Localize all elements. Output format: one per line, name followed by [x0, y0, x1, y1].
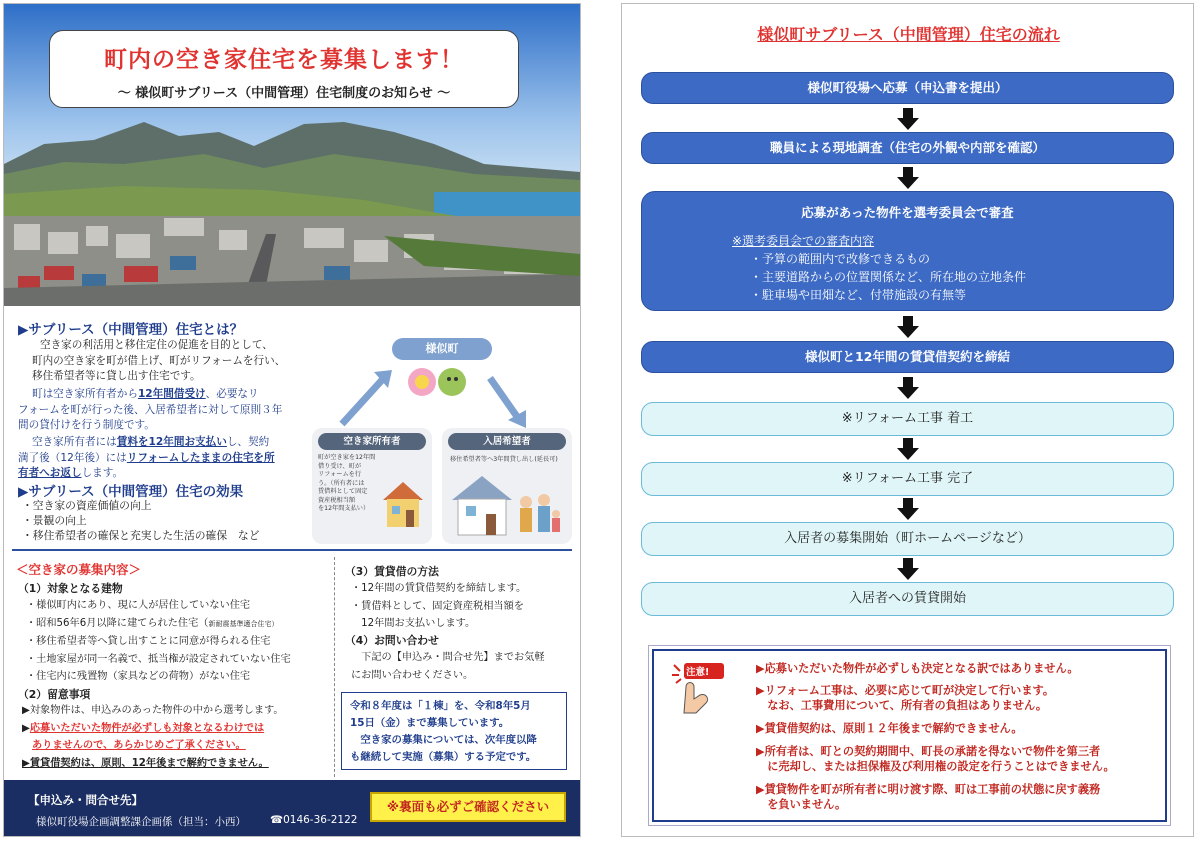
down-arrow-icon [897, 316, 919, 338]
notice-line: 空き家の募集については、次年度以降 [350, 734, 537, 746]
flow-step-apply: 様似町役場へ応募（申込書を提出） [641, 72, 1174, 104]
owner-text-line: を12年間支払い） [318, 505, 370, 512]
caution-item [756, 661, 1079, 676]
recruitment-heading: ＜空き家の募集内容＞ [16, 562, 142, 577]
desc-line: 空き家の利活用と移住定住の促進を目的として、 [40, 339, 273, 351]
owner-text-line: リフォームを行 [318, 471, 362, 478]
lease-item: 12年間お支払いします。 [351, 618, 476, 629]
lease-item: ・賃借料として、固定資産税相当額を [351, 600, 524, 612]
rent-paragraph [18, 435, 318, 482]
target-item: ・様似町内にあり、現に人が居住していない住宅 [26, 600, 251, 611]
contact-phone: ☎0146-36-2122 [270, 814, 358, 826]
notes-list [22, 702, 332, 772]
warning-text: 応募いただいた物件が必ずしも対象となるわけでは [29, 722, 265, 734]
caution-line: に売却し、または担保権及び利用権の設定を行うことはできません。 [756, 760, 1115, 773]
lease-method-list [351, 580, 576, 633]
notice-line: 15日（金）まで募集しています。 [350, 717, 510, 729]
flyer-subtitle: ～ 様似町サブリース（中間管理）住宅制度のお知らせ ～ [117, 86, 451, 101]
flyer-title: 町内の空き家住宅を募集します！ [104, 47, 464, 73]
owner-text-line: 資産税相当額 [318, 496, 356, 504]
contact-office: 様似町役場企画調整課企画係（担当：小西） [36, 816, 246, 828]
resident-card [442, 428, 572, 544]
desc-line: 町内の空き家を町が借上げ、町がリフォームを行い、 [32, 354, 286, 367]
effect-item: ・移住希望者の確保と充実した生活の確保 など [22, 529, 260, 542]
resident-card-text: 移住希望者等へ3年間貸し出し(延長可) [450, 456, 558, 463]
screening-criteria-heading: ※選考委員会での審査内容 [732, 234, 875, 248]
owner-card-text [318, 454, 380, 514]
target-item: ・移住希望者等へ貸し出すことに同意が得られる住宅 [26, 636, 271, 647]
text: 町は空き家所有者から [32, 388, 138, 400]
notice-line: 令和８年度は「１棟」を、令和8年5月 [350, 700, 531, 712]
resident-card-label: 入居希望者 [448, 433, 566, 450]
lease-item: ・12年間の賃貸借契約を締結します。 [351, 583, 527, 594]
highlight-rent: 賃料を12年間お支払い [116, 436, 227, 448]
note-item: ▶対象物件は、申込みのあった物件の中から選考します。 [22, 705, 284, 716]
inquiry-text: にお問い合わせください。 [351, 669, 474, 681]
note-item: ▶応募いただいた物件が必ずしも対象となるわけでは [22, 722, 265, 734]
town-label: 様似町 [392, 338, 492, 360]
down-arrow-icon [897, 558, 919, 580]
target-buildings-list [26, 597, 331, 686]
owner-text-line: 町が空き家を12年間借り受け、町が [318, 454, 376, 470]
caution-line: ▶リフォーム工事は、必要に応じて町が決定して行います。 [756, 684, 1055, 697]
target-item [26, 615, 331, 634]
caution-line: を負いません。 [756, 798, 847, 811]
effects-list [22, 498, 260, 543]
lease-terms-paragraph [18, 387, 318, 434]
text: 適合住宅） [243, 619, 279, 628]
caution-line: ▶賃貸物件を町が所有者に明け渡す際、町は工事前の状態に戻す義務 [756, 783, 1101, 796]
text: 空き家所有者には [32, 436, 117, 448]
text: ・昭和56年6月以降に建てられた住宅（ [26, 617, 209, 629]
text: 、必要なリ [205, 388, 259, 400]
screening-criterion: ・主要道路からの位置関係など、所在地の立地条件 [750, 270, 1027, 284]
caution-box [652, 649, 1167, 822]
flow-step-screening [641, 191, 1174, 311]
flyer-title-box [49, 30, 519, 108]
contact-footer [4, 780, 580, 836]
text: します。 [81, 467, 124, 479]
flow-step-renovation-complete: ※リフォーム工事 完了 [641, 462, 1174, 496]
highlight-12-years: 12年間借受け [137, 388, 206, 400]
caution-item [756, 683, 1054, 713]
owner-house-icon [378, 472, 428, 532]
caution-item [756, 721, 1023, 736]
town-landscape-photo [4, 4, 580, 306]
warning-text: ありませんので、あらかじめご了承ください。 [32, 740, 246, 751]
caution-item [756, 782, 1100, 812]
check-back-side-note: ※裏面も必ずご確認ください [370, 792, 566, 822]
sublease-diagram [312, 332, 574, 544]
flow-step-survey: 職員による現地調査（住宅の外観や内部を確認） [641, 132, 1174, 164]
down-arrow-icon [897, 167, 919, 189]
target-item: ・土地家屋が同一名義で、抵当権が設定されていない住宅 [26, 653, 291, 665]
owner-text-line: 賃借料として固定 [318, 488, 368, 495]
sublease-heading: ▶サブリース（中間管理）住宅とは？ [18, 322, 244, 338]
highlight-return-end: 有者へお返し [18, 467, 82, 479]
text: 間の貸付けを行う制度です。 [18, 419, 155, 431]
text: し、契約 [226, 436, 270, 448]
inquiry-heading: （4）お問い合わせ [345, 634, 439, 647]
family-house-icon [448, 470, 566, 540]
target-item: ・住宅内に残置物（家具などの荷物）がない住宅 [26, 671, 251, 682]
caution-badge: 注意! [686, 667, 710, 678]
caution-line: ▶所有者は、町との契約期間中、町長の承諾を得ないで物件を第三者 [756, 745, 1101, 758]
caution-line: ▶賃貸借契約は、原則１２年後まで解約できません。 [756, 722, 1023, 735]
section-divider [12, 549, 572, 551]
notice-line: も継続して実施（募集）する予定です。 [350, 751, 537, 763]
target-buildings-heading: （1）対象となる建物 [18, 582, 123, 595]
text: フォームを町が行った後、入居希望者に対して原則３年 [18, 403, 283, 416]
flow-title: 様似町サブリース（中間管理）住宅の流れ [757, 25, 1060, 44]
column-separator [334, 557, 335, 777]
down-arrow-icon [897, 377, 919, 399]
flyer-front-page [3, 3, 581, 837]
flyer-back-page [621, 3, 1194, 837]
contact-label: 【申込み・問合せ先】 [28, 793, 143, 807]
owner-card-label: 空き家所有者 [318, 433, 426, 450]
text: 満了後（12年後）には [18, 451, 127, 464]
effects-heading: ▶サブリース（中間管理）住宅の効果 [18, 484, 244, 500]
flow-step-contract: 様似町と12年間の賃貸借契約を締結 [641, 341, 1174, 373]
caution-line: なお、工事費用について、所有者の負担はありません。 [756, 699, 1048, 712]
down-arrow-icon [897, 498, 919, 520]
inquiry-list [351, 649, 576, 684]
screening-criterion: ・予算の範囲内で改修できるもの [750, 252, 931, 266]
caution-item [756, 744, 1115, 774]
screening-title: 応募があった物件を選考委員会で審査 [801, 205, 1014, 220]
screening-criterion: ・駐車場や田畑など、付帯施設の有無等 [750, 288, 967, 302]
flow-step-renovation-start: ※リフォーム工事 着工 [641, 402, 1174, 436]
seismic-standard-note: 新耐震基準 [208, 619, 244, 628]
owner-text-line: う。（所有者には [318, 479, 365, 487]
sublease-description [26, 338, 316, 385]
lease-method-heading: （3）賃貸借の方法 [345, 565, 439, 578]
owner-card [312, 428, 432, 544]
effect-item: ・景観の向上 [22, 514, 87, 527]
recruitment-period-notice [341, 692, 567, 770]
flow-step-tenant-recruitment: 入居者の募集開始（町ホームページなど） [641, 522, 1174, 556]
down-arrow-icon [897, 438, 919, 460]
notes-heading: （2）留意事項 [18, 688, 91, 701]
effect-item: ・空き家の資産価値の向上 [22, 499, 152, 512]
caution-line: ▶応募いただいた物件が必ずしも決定となる訳ではありません。 [756, 662, 1079, 675]
desc-line: 移住希望者等に貸し出す住宅です。 [32, 370, 201, 382]
flow-step-lease-start: 入居者への賃貸開始 [641, 582, 1174, 616]
inquiry-text: 下記の【申込み・問合せ先】までお気軽 [351, 652, 545, 663]
highlight-return: リフォームしたままの住宅を所 [126, 451, 275, 464]
down-arrow-icon [897, 108, 919, 130]
note-item: ▶賃貸借契約は、原則、12年後まで解約できません。 [22, 757, 269, 769]
